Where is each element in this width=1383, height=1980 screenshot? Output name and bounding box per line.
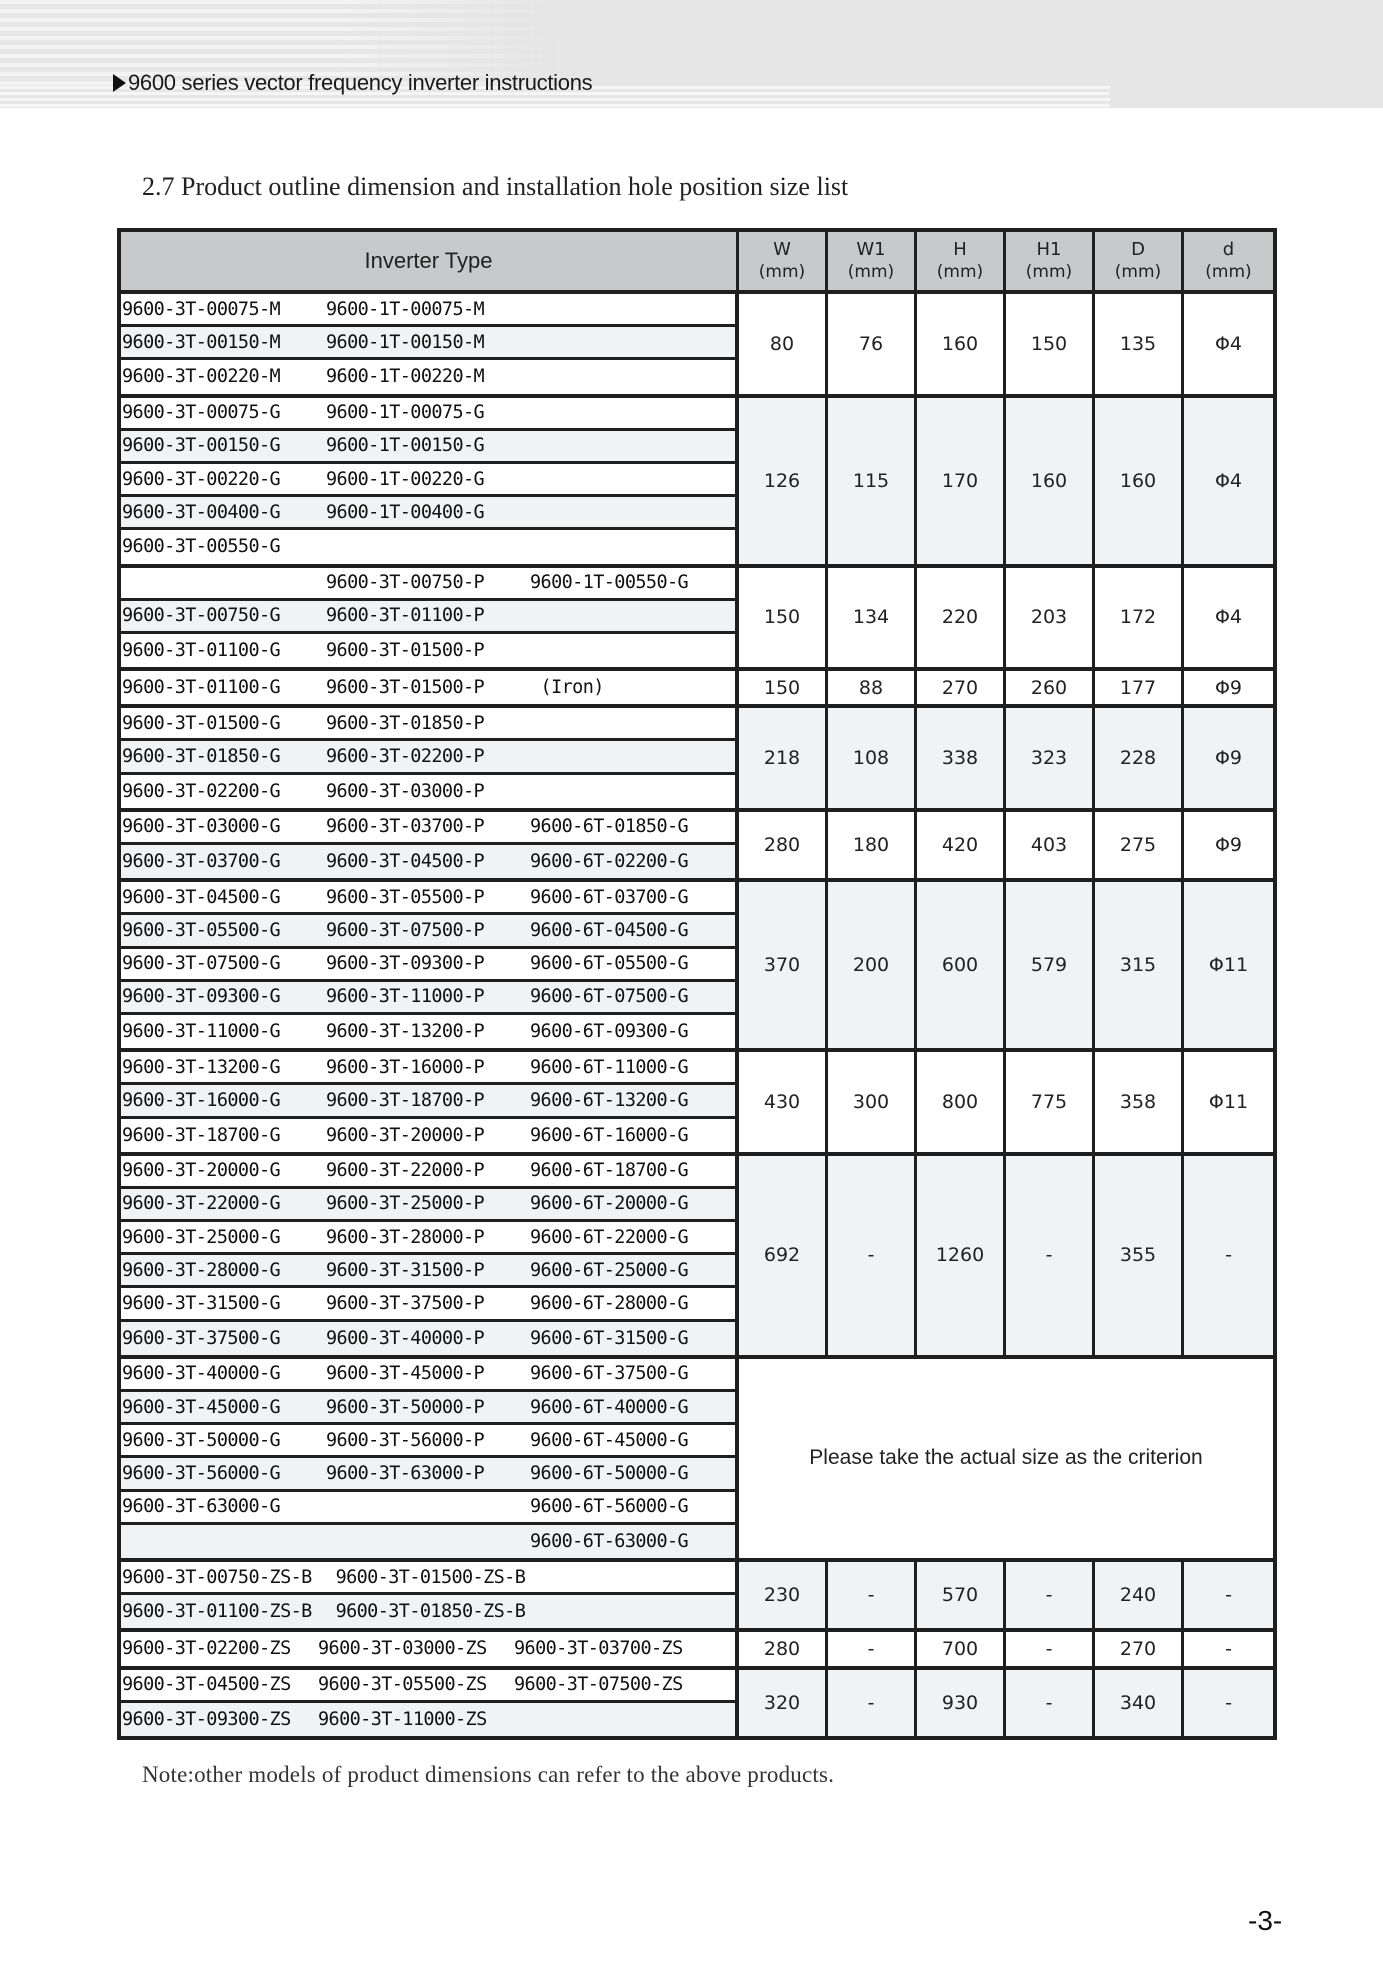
header-inverter-type: Inverter Type — [121, 232, 739, 294]
model-name: 9600-3T-07500-G — [122, 953, 281, 975]
table-row — [121, 1255, 735, 1288]
value-w: 230 — [739, 1562, 828, 1628]
header-h1 — [1006, 232, 1095, 294]
value-d: 315 — [1095, 882, 1184, 1048]
table-row — [121, 634, 735, 667]
model-name: 9600-3T-01100-G — [122, 677, 281, 699]
value-w: 430 — [739, 1052, 828, 1152]
inverter-type-cell — [121, 708, 739, 808]
size-group — [121, 882, 1273, 1052]
inverter-type-cell — [121, 1562, 739, 1628]
value-d: 240 — [1095, 1562, 1184, 1628]
inverter-type-cell — [121, 671, 739, 704]
value-h1: - — [1006, 1632, 1095, 1665]
model-name: 9600-3T-63000-G — [122, 1496, 281, 1518]
inverter-type-cell — [121, 294, 739, 394]
section-title: 2.7 Product outline dimension and installation hole position size list — [142, 172, 849, 201]
model-name: 9600-3T-00220-M — [122, 366, 281, 388]
model-name: 9600-3T-20000-G — [122, 1160, 281, 1182]
table-row — [121, 1156, 735, 1189]
model-name: 9600-3T-00150-G — [122, 435, 281, 457]
model-name: 9600-3T-04500-P — [326, 851, 485, 873]
value-w: 370 — [739, 882, 828, 1048]
model-name: 9600-1T-00220-M — [326, 366, 485, 388]
header-h — [917, 232, 1006, 294]
header-unit: (mm) — [1114, 262, 1162, 282]
size-group — [121, 1670, 1273, 1736]
footnote: Note:other models of product dimensions can refer to the above products. — [142, 1762, 835, 1787]
value-w1: 88 — [828, 671, 917, 704]
model-name: 9600-6T-11000-G — [530, 1056, 689, 1078]
header-symbol: H — [953, 239, 967, 260]
model-name: 9600-6T-40000-G — [530, 1396, 689, 1418]
value-d: 275 — [1095, 812, 1184, 878]
value-h1: 579 — [1006, 882, 1095, 1048]
table-row — [121, 1359, 735, 1392]
value-w: 80 — [739, 294, 828, 394]
model-name: 9600-3T-18700-G — [122, 1124, 281, 1146]
model-name: 9600-1T-00150-G — [326, 435, 485, 457]
value-w1: - — [828, 1156, 917, 1355]
value-d: 172 — [1095, 568, 1184, 668]
table-row — [121, 982, 735, 1015]
model-name: 9600-3T-00220-G — [122, 468, 281, 490]
header-band-right — [1110, 86, 1383, 108]
table-row — [121, 1288, 735, 1321]
model-name: 9600-6T-25000-G — [530, 1259, 689, 1281]
size-group — [121, 1632, 1273, 1669]
value-w1: 76 — [828, 294, 917, 394]
value-hole-d: Φ9 — [1214, 834, 1243, 856]
model-name: 9600-3T-01100-G — [122, 639, 281, 661]
value-d: 228 — [1095, 708, 1184, 808]
inverter-type-cell — [121, 1156, 739, 1355]
model-name: 9600-3T-40000-P — [326, 1327, 485, 1349]
value-h: 700 — [917, 1632, 1006, 1665]
model-name: 9600-3T-56000-P — [326, 1429, 485, 1451]
model-name: 9600-3T-03000-P — [326, 780, 485, 802]
model-name: 9600-6T-09300-G — [530, 1021, 689, 1043]
inverter-type-cell — [121, 1052, 739, 1152]
size-group — [121, 568, 1273, 672]
model-name: 9600-3T-05500-ZS — [318, 1674, 487, 1696]
inverter-type-cell — [121, 1632, 739, 1665]
model-name: 9600-6T-18700-G — [530, 1160, 689, 1182]
inverter-type-cell — [121, 398, 739, 564]
page-number: -3- — [1248, 1905, 1283, 1936]
table-row — [121, 1595, 735, 1628]
header-hole-d — [1184, 232, 1273, 294]
model-name: 9600-1T-00075-M — [326, 298, 485, 320]
value-hole-d: - — [1184, 1156, 1273, 1355]
header-symbol: d — [1222, 239, 1235, 260]
model-name: 9600-3T-16000-G — [122, 1089, 281, 1111]
value-w1: - — [828, 1562, 917, 1628]
model-name: 9600-3T-09300-P — [326, 953, 485, 975]
table-row — [121, 1189, 735, 1222]
header-unit: (mm) — [1205, 262, 1252, 282]
table-row — [121, 1670, 735, 1703]
table-row — [121, 1458, 735, 1491]
model-name: 9600-3T-00750-P — [326, 572, 485, 594]
model-name: 9600-3T-03000-G — [122, 816, 281, 838]
table-row — [121, 601, 735, 634]
model-name: 9600-3T-37500-P — [326, 1293, 485, 1315]
model-name: 9600-6T-56000-G — [530, 1496, 689, 1518]
value-w: 280 — [739, 812, 828, 878]
value-w1: 180 — [828, 812, 917, 878]
header-w — [739, 232, 828, 294]
header-symbol: H1 — [1036, 239, 1062, 260]
model-name: 9600-3T-28000-G — [122, 1259, 281, 1281]
model-name: (Iron) — [530, 677, 604, 699]
size-group — [121, 812, 1273, 882]
triangle-bullet-icon — [113, 74, 126, 92]
model-name: 9600-6T-50000-G — [530, 1462, 689, 1484]
value-h1: 775 — [1006, 1052, 1095, 1152]
value-w1: 108 — [828, 708, 917, 808]
value-w1: 134 — [828, 568, 917, 668]
header-unit: (mm) — [1025, 262, 1073, 282]
model-name: 9600-6T-13200-G — [530, 1089, 689, 1111]
model-name: 9600-6T-20000-G — [530, 1193, 689, 1215]
inverter-type-cell — [121, 1359, 739, 1558]
table-row — [121, 882, 735, 915]
model-name: 9600-3T-02200-G — [122, 780, 281, 802]
table-row — [121, 1052, 735, 1085]
value-h: 170 — [917, 398, 1006, 564]
model-name: 9600-3T-00075-G — [122, 402, 281, 424]
value-w: 320 — [739, 1670, 828, 1736]
table-header-row — [121, 232, 1273, 294]
table-row — [121, 1085, 735, 1118]
value-h1: 260 — [1006, 671, 1095, 704]
size-group — [121, 398, 1273, 568]
value-h: 800 — [917, 1052, 1006, 1152]
header-unit: (mm) — [758, 262, 806, 282]
value-h: 420 — [917, 812, 1006, 878]
model-name: 9600-3T-09300-G — [122, 986, 281, 1008]
model-name: 9600-3T-04500-ZS — [122, 1674, 291, 1696]
size-group — [121, 1359, 1273, 1562]
model-name: 9600-3T-01500-G — [122, 712, 281, 734]
model-name: 9600-3T-63000-P — [326, 1462, 485, 1484]
table-row — [121, 1703, 735, 1736]
table-row — [121, 398, 735, 431]
header-symbol: W1 — [856, 239, 886, 260]
table-row — [121, 1632, 735, 1665]
model-name: 9600-3T-03000-ZS — [318, 1638, 487, 1660]
size-group — [121, 671, 1273, 708]
value-h1: - — [1006, 1562, 1095, 1628]
model-name: 9600-3T-03700-ZS — [514, 1638, 683, 1660]
model-name: 9600-3T-50000-P — [326, 1396, 485, 1418]
value-h: 600 — [917, 882, 1006, 1048]
model-name: 9600-6T-22000-G — [530, 1226, 689, 1248]
merged-note-cell: Please take the actual size as the criterion — [739, 1359, 1273, 1558]
model-name: 9600-1T-00075-G — [326, 402, 485, 424]
table-body — [121, 294, 1273, 1736]
model-name: 9600-3T-28000-P — [326, 1226, 485, 1248]
model-name: 9600-3T-01850-G — [122, 746, 281, 768]
table-row — [121, 949, 735, 982]
model-name: 9600-3T-11000-G — [122, 1021, 281, 1043]
value-d: 355 — [1095, 1156, 1184, 1355]
model-name: 9600-6T-45000-G — [530, 1429, 689, 1451]
header-w1 — [828, 232, 917, 294]
header-unit: (mm) — [936, 262, 984, 282]
model-name: 9600-3T-37500-G — [122, 1327, 281, 1349]
table-row — [121, 741, 735, 774]
value-hole-d: Φ9 — [1214, 676, 1243, 699]
model-name: 9600-3T-11000-P — [326, 986, 485, 1008]
value-w1: 300 — [828, 1052, 917, 1152]
value-hole-d: Φ4 — [1214, 332, 1243, 355]
model-name: 9600-3T-45000-G — [122, 1396, 281, 1418]
model-name: 9600-3T-16000-P — [326, 1056, 485, 1078]
model-name: 9600-3T-09300-ZS — [122, 1708, 291, 1730]
model-name: 9600-3T-01850-P — [326, 712, 485, 734]
table-row — [121, 568, 735, 601]
model-name: 9600-3T-22000-G — [122, 1193, 281, 1215]
value-w: 280 — [739, 1632, 828, 1665]
model-name: 9600-3T-07500-ZS — [514, 1674, 683, 1696]
value-w: 692 — [739, 1156, 828, 1355]
model-name: 9600-6T-07500-G — [530, 986, 689, 1008]
model-name: 9600-3T-56000-G — [122, 1462, 281, 1484]
value-h: 1260 — [917, 1156, 1006, 1355]
model-name: 9600-3T-01500-P — [326, 639, 485, 661]
model-name: 9600-6T-02200-G — [530, 851, 689, 873]
value-hole-d: Φ4 — [1214, 606, 1243, 629]
model-name: 9600-3T-01100-P — [326, 605, 485, 627]
model-name: 9600-3T-25000-G — [122, 1226, 281, 1248]
size-group — [121, 708, 1273, 812]
size-group — [121, 1562, 1273, 1632]
model-name: 9600-1T-00220-G — [326, 468, 485, 490]
inverter-type-cell — [121, 812, 739, 878]
header-symbol: W — [773, 239, 791, 260]
table-row — [121, 915, 735, 948]
value-h1: - — [1006, 1156, 1095, 1355]
model-name: 9600-6T-04500-G — [530, 919, 689, 941]
model-name: 9600-3T-25000-P — [326, 1193, 485, 1215]
value-w: 150 — [739, 568, 828, 668]
value-h1: 403 — [1006, 812, 1095, 878]
model-name: 9600-3T-00750-ZS-B — [122, 1566, 312, 1588]
table-row — [121, 1562, 735, 1595]
table-row — [121, 1525, 735, 1558]
table-row — [121, 1015, 735, 1048]
value-w1: 200 — [828, 882, 917, 1048]
model-name: 9600-3T-01500-ZS-B — [335, 1566, 526, 1588]
dimension-table — [117, 228, 1277, 1740]
model-name: 9600-3T-18700-P — [326, 1089, 485, 1111]
value-w1: - — [828, 1670, 917, 1736]
value-h: 270 — [917, 671, 1006, 704]
model-name: 9600-3T-20000-P — [326, 1124, 485, 1146]
value-hole-d: Φ4 — [1184, 398, 1273, 564]
value-d: 177 — [1095, 671, 1184, 704]
model-name: 9600-1T-00400-G — [326, 501, 485, 523]
header-symbol: D — [1131, 239, 1145, 260]
model-name: 9600-6T-63000-G — [530, 1530, 689, 1552]
model-name: 9600-3T-02200-P — [326, 746, 485, 768]
table-row — [121, 1425, 735, 1458]
model-name: 9600-3T-22000-P — [326, 1160, 485, 1182]
value-d: 340 — [1095, 1670, 1184, 1736]
value-h1: 160 — [1006, 398, 1095, 564]
value-h1: 150 — [1006, 294, 1095, 394]
table-row — [121, 671, 735, 704]
model-name: 9600-6T-03700-G — [530, 886, 689, 908]
value-h: 338 — [917, 708, 1006, 808]
model-name: 9600-6T-01850-G — [530, 816, 689, 838]
value-hole-d: - — [1184, 1670, 1273, 1736]
running-header — [113, 70, 592, 96]
value-h: 570 — [917, 1562, 1006, 1628]
inverter-type-cell — [121, 1670, 739, 1736]
model-name: 9600-3T-03700-P — [326, 816, 485, 838]
model-name: 9600-3T-13200-P — [326, 1021, 485, 1043]
size-group — [121, 1052, 1273, 1156]
table-row — [121, 1119, 735, 1152]
table-row — [121, 708, 735, 741]
table-row — [121, 327, 735, 360]
table-row — [121, 497, 735, 530]
value-h1: - — [1006, 1670, 1095, 1736]
table-row — [121, 464, 735, 497]
model-name: 9600-3T-50000-G — [122, 1429, 281, 1451]
value-d: 160 — [1095, 398, 1184, 564]
model-name: 9600-3T-11000-ZS — [318, 1708, 487, 1730]
value-w1: - — [828, 1632, 917, 1665]
table-row — [121, 294, 735, 327]
value-hole-d: Φ11 — [1208, 1090, 1249, 1113]
table-row — [121, 1492, 735, 1525]
value-w: 126 — [739, 398, 828, 564]
value-h: 160 — [917, 294, 1006, 394]
table-row — [121, 1392, 735, 1425]
model-name: 9600-3T-00750-G — [122, 605, 281, 627]
model-name: 9600-6T-31500-G — [530, 1327, 689, 1349]
header-unit: (mm) — [847, 262, 895, 282]
running-header-text: 9600 series vector frequency inverter instructions — [128, 70, 593, 95]
model-name: 9600-3T-31500-P — [326, 1259, 485, 1281]
table-row — [121, 530, 735, 563]
model-name: 9600-3T-01100-ZS-B — [122, 1601, 312, 1623]
table-row — [121, 775, 735, 808]
model-name: 9600-1T-00150-M — [326, 331, 485, 353]
table-row — [121, 845, 735, 878]
model-name: 9600-1T-00550-G — [530, 572, 689, 594]
model-name: 9600-3T-00075-M — [122, 298, 281, 320]
table-row — [121, 1322, 735, 1355]
model-name: 9600-3T-04500-G — [122, 886, 281, 908]
model-name: 9600-3T-00150-M — [122, 331, 281, 353]
model-name: 9600-3T-40000-G — [122, 1363, 281, 1385]
value-hole-d: - — [1184, 1562, 1273, 1628]
model-name: 9600-6T-05500-G — [530, 953, 689, 975]
header-d — [1095, 232, 1184, 294]
table-row — [121, 1222, 735, 1255]
value-d: 270 — [1095, 1632, 1184, 1665]
value-hole-d: Φ11 — [1184, 882, 1273, 1048]
inverter-type-cell — [121, 882, 739, 1048]
model-name: 9600-3T-02200-ZS — [122, 1638, 291, 1660]
value-h1: 323 — [1006, 708, 1095, 808]
model-name: 9600-3T-03700-G — [122, 851, 281, 873]
model-name: 9600-6T-28000-G — [530, 1293, 689, 1315]
table-row — [121, 431, 735, 464]
model-name: 9600-3T-31500-G — [122, 1293, 281, 1315]
value-w: 218 — [739, 708, 828, 808]
value-hole-d: Φ9 — [1184, 708, 1273, 808]
model-name: 9600-3T-13200-G — [122, 1056, 281, 1078]
model-name: 9600-6T-16000-G — [530, 1124, 689, 1146]
value-h: 930 — [917, 1670, 1006, 1736]
model-name: 9600-3T-05500-P — [326, 886, 485, 908]
value-d: 358 — [1095, 1052, 1184, 1152]
size-group — [121, 294, 1273, 398]
inverter-type-cell — [121, 568, 739, 668]
value-h: 220 — [917, 568, 1006, 668]
model-name: 9600-3T-00400-G — [122, 501, 281, 523]
value-h1: 203 — [1006, 568, 1095, 668]
value-w: 150 — [739, 671, 828, 704]
value-w1: 115 — [828, 398, 917, 564]
model-name: 9600-3T-01500-P — [326, 677, 485, 699]
size-group — [121, 1156, 1273, 1359]
model-name: 9600-3T-00550-G — [122, 536, 281, 558]
model-name: 9600-6T-37500-G — [530, 1363, 689, 1385]
model-name: 9600-3T-05500-G — [122, 919, 281, 941]
table-row — [121, 812, 735, 845]
model-name: 9600-3T-07500-P — [326, 919, 485, 941]
model-name: 9600-3T-45000-P — [326, 1363, 485, 1385]
model-name: 9600-3T-01850-ZS-B — [335, 1601, 526, 1623]
table-row — [121, 360, 735, 393]
value-hole-d: - — [1225, 1637, 1232, 1660]
value-d: 135 — [1095, 294, 1184, 394]
